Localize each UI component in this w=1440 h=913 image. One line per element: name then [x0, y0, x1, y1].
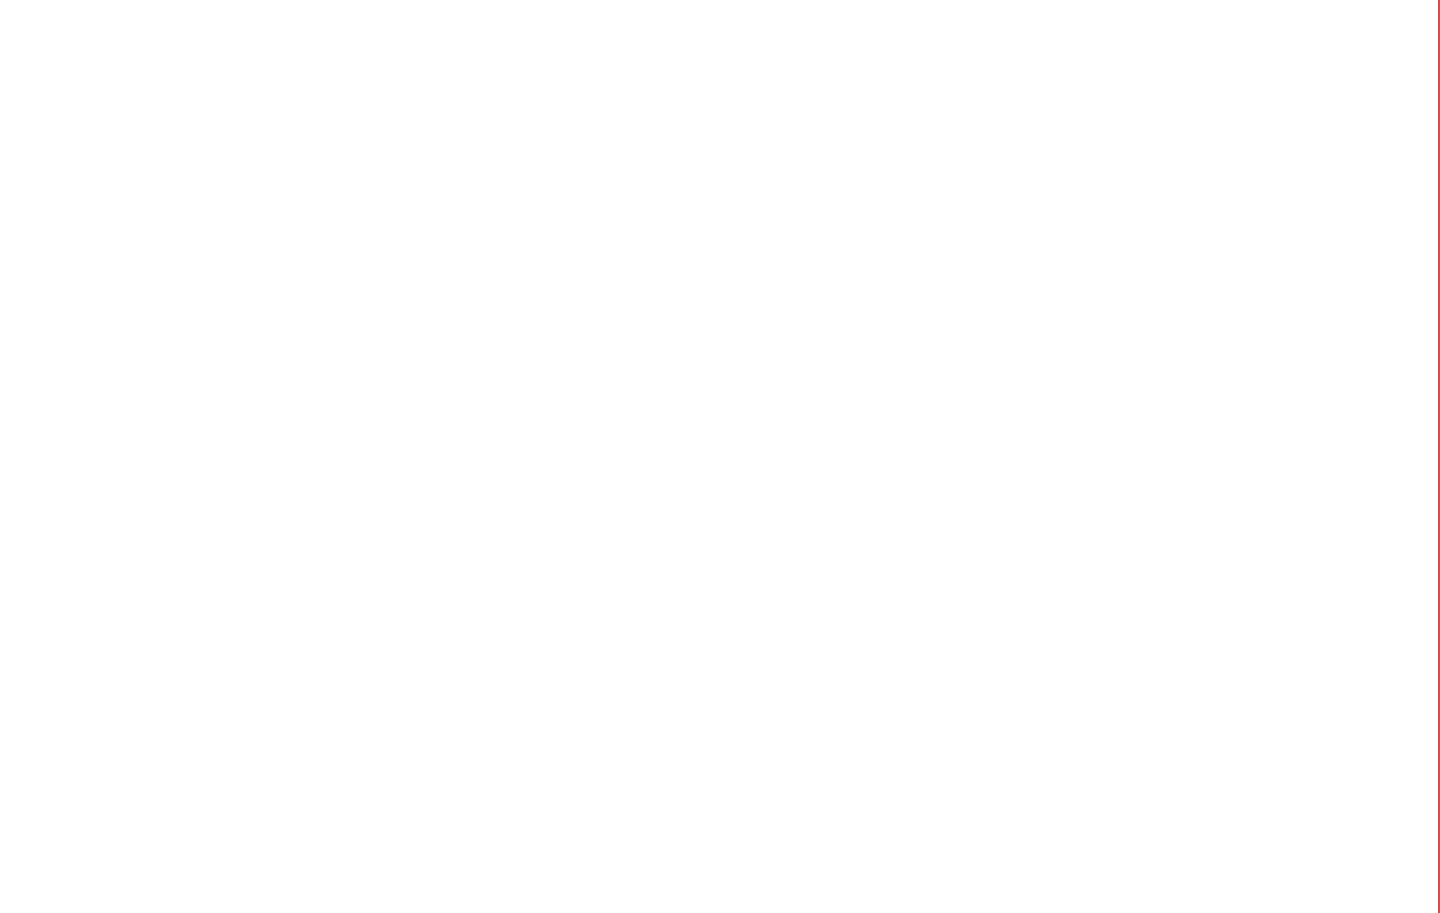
spreadsheet-grid[interactable]: [0, 0, 1440, 913]
